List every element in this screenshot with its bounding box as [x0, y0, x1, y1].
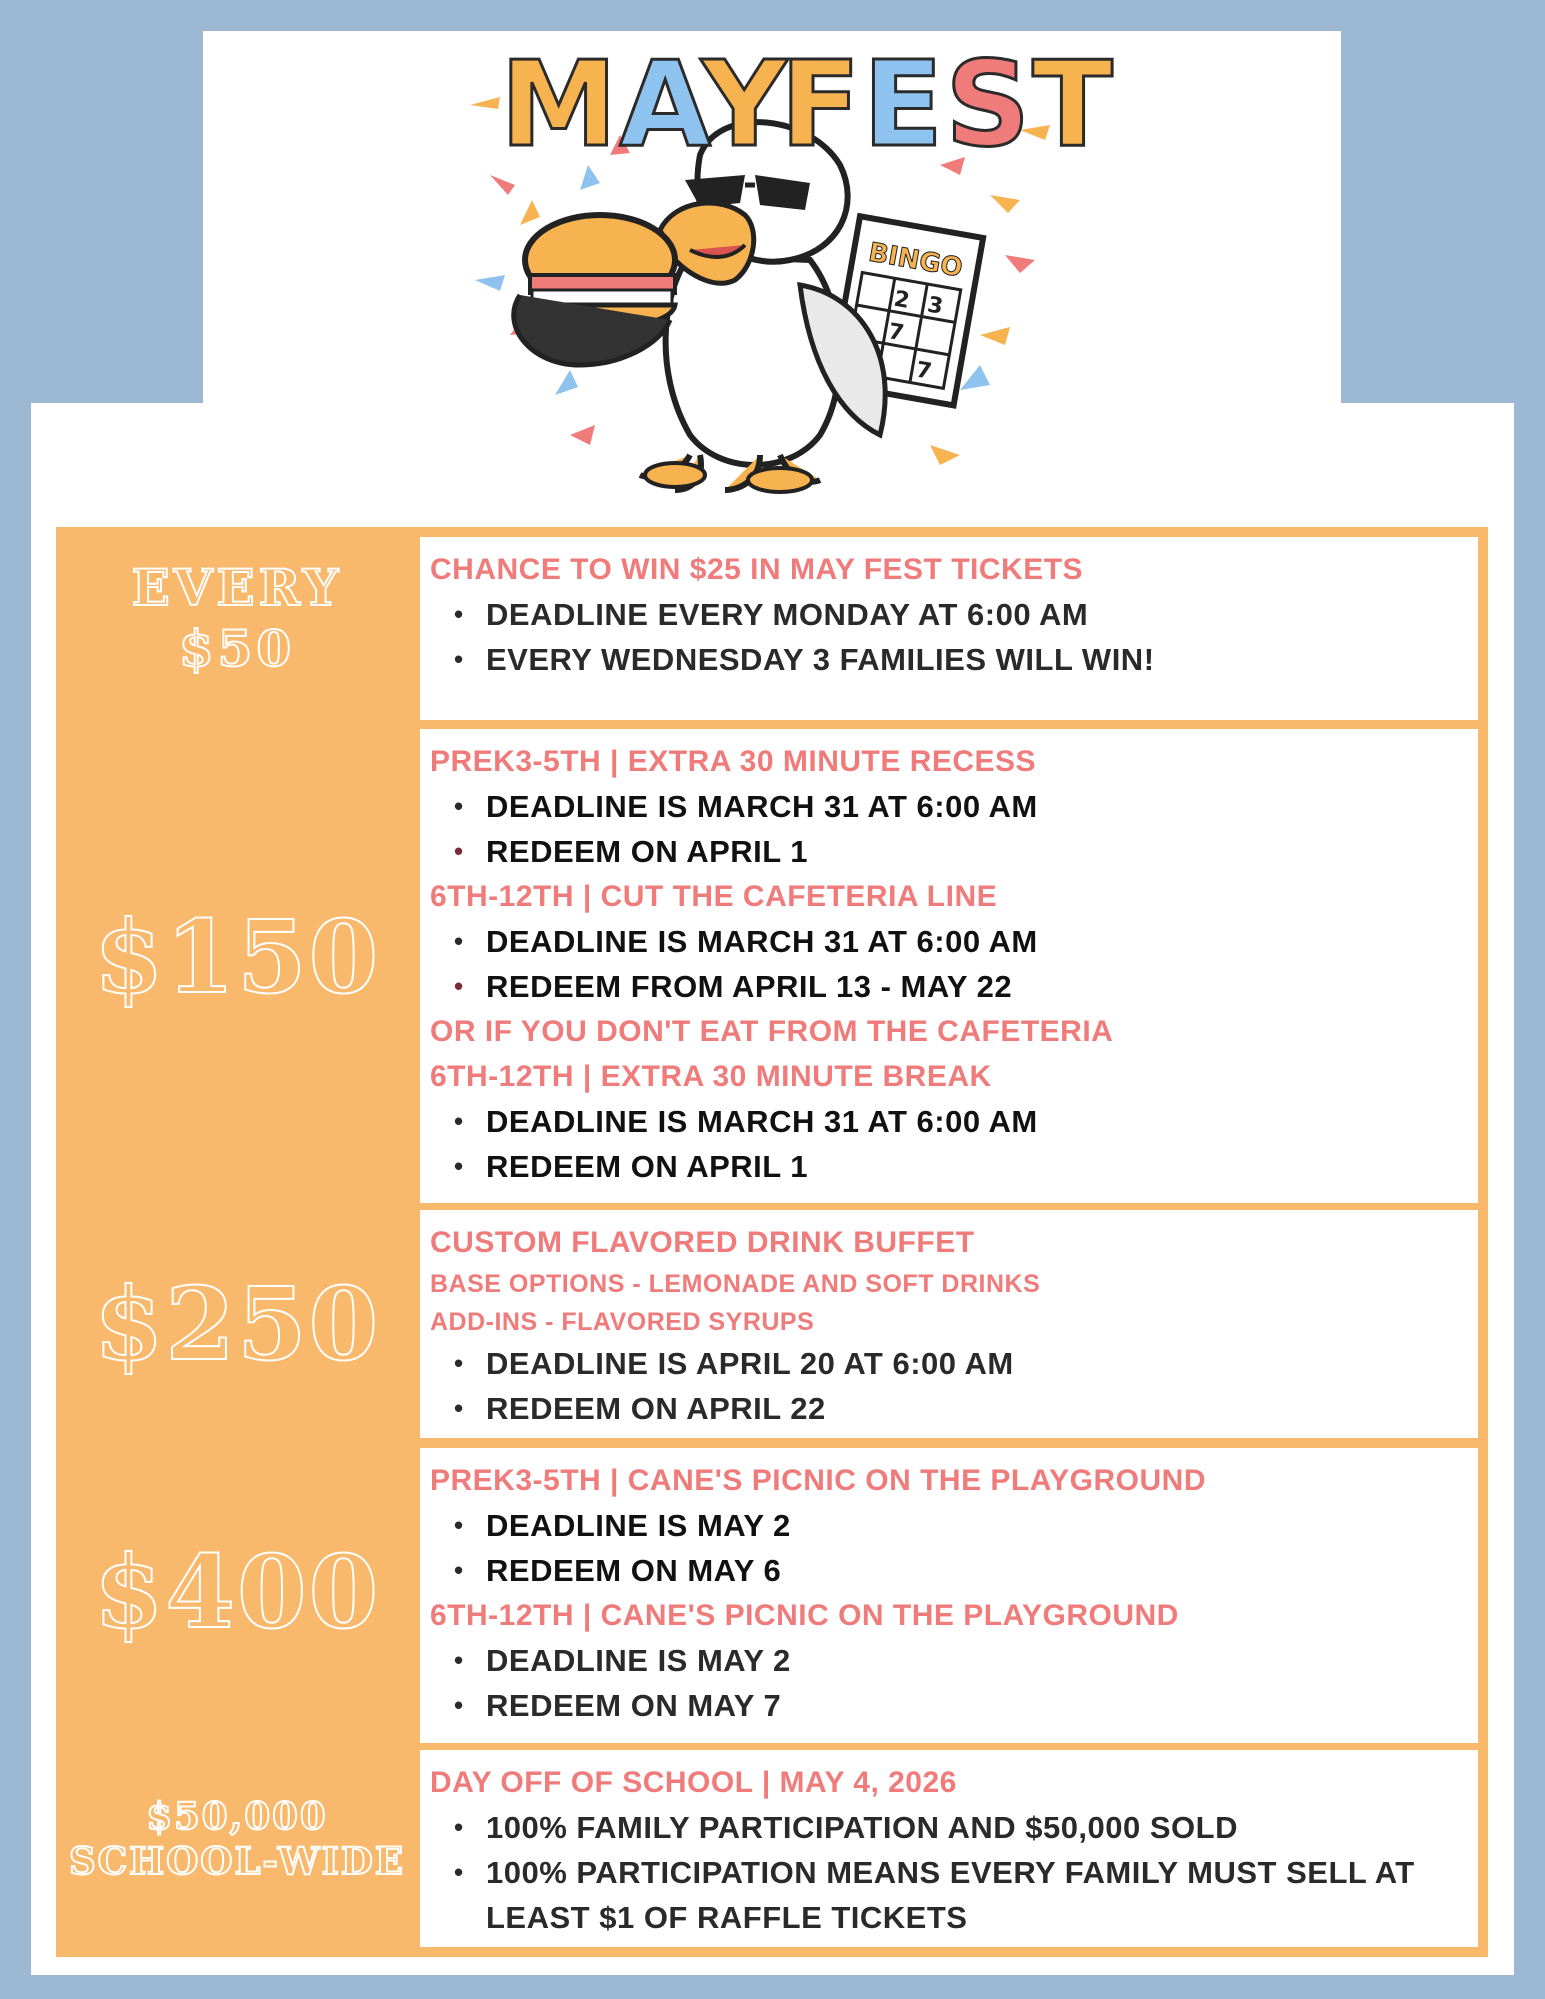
list-item: • DEADLINE IS MAY 2 — [454, 1638, 1472, 1683]
section-heading: CUSTOM FLAVORED DRINK BUFFET — [430, 1226, 975, 1259]
title-letter-y: Y — [701, 35, 789, 173]
list-item: • REDEEM ON MAY 7 — [454, 1683, 1472, 1728]
tier-box-every-50 — [420, 537, 1478, 720]
tier-label-400: $400 — [93, 1533, 381, 1651]
list-item: • DEADLINE IS MAY 2 — [454, 1503, 1472, 1548]
tier-box-150 — [420, 729, 1478, 1203]
subheading: BASE OPTIONS - LEMONADE AND SOFT DRINKS — [430, 1270, 1041, 1298]
may-fest-logo — [460, 35, 1115, 525]
list-item: • DEADLINE IS APRIL 20 AT 6:00 AM — [454, 1341, 1472, 1386]
section-heading: DAY OFF OF SCHOOL | MAY 4, 2026 — [430, 1766, 957, 1799]
tier-label-every-50 — [56, 558, 418, 678]
bullet-list — [426, 784, 1472, 874]
tier-box-50000 — [420, 1750, 1478, 1947]
tier-label-line2: SCHOOL-WIDE — [68, 1838, 406, 1883]
section-heading: PREK3-5TH | CANE'S PICNIC ON THE PLAYGROUND — [430, 1464, 1207, 1497]
list-item: • REDEEM ON APRIL 1 — [454, 829, 1472, 874]
title-letter-t: T — [1032, 35, 1115, 173]
title-letter-a: A — [619, 35, 702, 173]
title-may — [500, 35, 789, 173]
svg-text:2: 2 — [892, 286, 912, 314]
svg-text:7: 7 — [914, 357, 934, 385]
section-heading: CHANCE TO WIN $25 IN MAY FEST TICKETS — [430, 553, 1084, 586]
bullet-list — [426, 592, 1472, 682]
title-letter-f: F — [780, 35, 863, 173]
bullet-list — [426, 1805, 1472, 1940]
section-heading: 6TH-12TH | CUT THE CAFETERIA LINE — [430, 880, 998, 913]
bullet-list — [426, 1099, 1472, 1189]
section-heading: OR IF YOU DON'T EAT FROM THE CAFETERIA — [430, 1015, 1114, 1048]
title-fest — [780, 35, 1115, 173]
list-item: • REDEEM ON APRIL 1 — [454, 1144, 1472, 1189]
tier-label-line1: EVERY — [131, 558, 343, 617]
svg-text:3: 3 — [925, 292, 945, 320]
tier-label-line1: $50,000 — [146, 1794, 328, 1838]
list-item: • REDEEM ON MAY 6 — [454, 1548, 1472, 1593]
svg-text:7: 7 — [886, 319, 906, 347]
list-item: • DEADLINE IS MARCH 31 AT 6:00 AM — [454, 919, 1472, 964]
list-item: • DEADLINE EVERY MONDAY AT 6:00 AM — [454, 592, 1472, 637]
tier-label-150: $150 — [93, 898, 381, 1016]
list-item: • 100% PARTICIPATION MEANS EVERY FAMILY MUST SELL AT LEAST $1 OF RAFFLE TICKETS — [454, 1850, 1472, 1940]
list-item: • 100% FAMILY PARTICIPATION AND $50,000 SOLD — [454, 1805, 1472, 1850]
tier-box-400 — [420, 1448, 1478, 1743]
bullet-list — [426, 1341, 1472, 1431]
bullet-list — [426, 919, 1472, 1009]
subheading: ADD-INS - FLAVORED SYRUPS — [430, 1308, 815, 1336]
section-heading: 6TH-12TH | EXTRA 30 MINUTE BREAK — [430, 1060, 992, 1093]
tier-panel — [56, 527, 1488, 1957]
bullet-list — [426, 1638, 1472, 1728]
list-item: • REDEEM FROM APRIL 13 - MAY 22 — [454, 964, 1472, 1009]
svg-text:BINGO: BINGO — [866, 237, 965, 284]
tier-label-50000 — [56, 1794, 418, 1883]
list-item: • EVERY WEDNESDAY 3 FAMILIES WILL WIN! — [454, 637, 1472, 682]
tier-label-250: $250 — [93, 1265, 381, 1383]
list-item: • REDEEM ON APRIL 22 — [454, 1386, 1472, 1431]
title-letter-m: M — [500, 35, 620, 173]
section-heading: 6TH-12TH | CANE'S PICNIC ON THE PLAYGROUND — [430, 1599, 1179, 1632]
title-letter-e: E — [862, 35, 946, 173]
bullet-list — [426, 1503, 1472, 1593]
title-letter-s: S — [945, 35, 1033, 173]
list-item: • DEADLINE IS MARCH 31 AT 6:00 AM — [454, 784, 1472, 829]
section-heading: PREK3-5TH | EXTRA 30 MINUTE RECESS — [430, 745, 1037, 778]
list-item: • DEADLINE IS MARCH 31 AT 6:00 AM — [454, 1099, 1472, 1144]
tier-box-250 — [420, 1210, 1478, 1438]
tier-label-line2: $50 — [178, 618, 296, 678]
